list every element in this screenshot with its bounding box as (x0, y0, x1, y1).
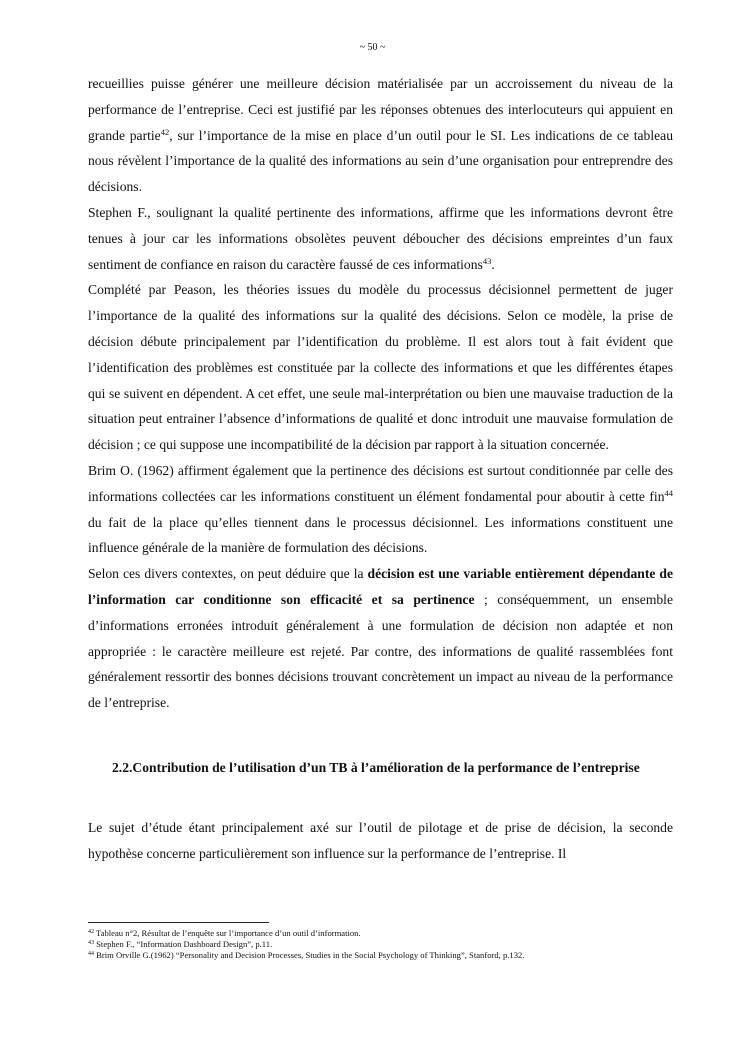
paragraph-3: Complété par Peason, les théories issues du modèle du processus décisionnel permettent de juger l’importance de la qualité des informations sur la qualité des décisions. Selon ce modèle, la prise de décision débute principalement par l’identification du problème. Il est alors tout à fait évident que l’identification des problèmes est constituée par la collecte des informations et que les différentes étapes qui se suivent en dépendent. A cet effet, une seule mal-interprétation ou bien une mauvaise traduction de la situation peut entrainer l’absence d’informations de qualité et donc introduit une mauvaise formulation de décision ; ce qui suppose une incompatibilité de la décision par rapport à la situation concernée. (88, 282, 673, 453)
footnote-text: Brim Orville G.(1962) “Personality and Decision Processes, Studies in the Social Psychology of Thinking”, Stanford, p.132. (94, 949, 525, 960)
footnote-number: 42 (88, 929, 94, 935)
paragraph-2-text-b: . (491, 256, 495, 272)
paragraph-5-text-a: Selon ces divers contextes, on peut déduire que la (88, 566, 368, 582)
paragraph-1-text-b: , sur l’importance de la mise en place d’un outil pour le SI. Les indications de ce tableau nous révèlent l’importance de la qualité des informations au sein d’une organisation pour entreprendre des décisions. (88, 127, 673, 195)
footnote-separator (88, 922, 269, 923)
paragraph-1-text-a: recueillies puisse générer une meilleure décision matérialisée par un accroissement du niveau de la performance de l’entreprise. Ceci est justifié par les réponses obtenues des interlocuteurs qui appuient en grande partie (88, 76, 673, 143)
paragraph-2-text-a: Stephen F., soulignant la qualité pertinente des informations, affirme que les informations devront être tenues à jour car les informations obsolètes peuvent déboucher des décisions empreintes d’un faux sentiment de confiance en raison du caractère faussé de ces informations (88, 204, 673, 272)
footnote-ref-42[interactable]: 42 (160, 126, 170, 137)
footnote-text: Tableau n°2, Résultat de l’enquête sur l’importance d’un outil d’information. (94, 928, 361, 938)
footnote-42 (88, 928, 688, 939)
footnotes (88, 928, 688, 960)
section-title: Contribution de l’utilisation d’un TB à l’amélioration de la performance de l’entreprise (132, 760, 640, 775)
section-heading (112, 755, 673, 781)
paragraph-4 (88, 458, 673, 561)
paragraph-5 (88, 561, 673, 716)
footnote-number: 44 (88, 950, 94, 957)
footnote-ref-44[interactable]: 44 (664, 487, 673, 498)
footnote-number: 43 (88, 939, 94, 946)
footnote-text: Stephen F., “Information Dashboard Design”, p.11. (94, 938, 273, 949)
text-after-heading (88, 815, 673, 867)
paragraph-4-text-b: du fait de la place qu’elles tiennent dans le processus décisionnel. Les informations constituent une influence générale de la manière de formulation des décisions. (88, 514, 673, 556)
paragraph-4-text-a: Brim O. (1962) affirment également que la pertinence des décisions est surtout conditionnée par celle des informations collectées car les informations constituent un élément fondamental pour aboutir à cette fin (88, 462, 673, 504)
section-number: 2.2. (112, 760, 133, 775)
paragraph-5-bold: décision est une variable entièrement dépendante de l’information car conditionne son efficacité et sa pertinence (88, 566, 674, 607)
footnote-ref-43[interactable]: 43 (482, 255, 492, 266)
main-text (88, 71, 673, 716)
footnote-44 (88, 950, 688, 961)
paragraph-2 (88, 200, 673, 277)
paragraph-1 (88, 71, 673, 200)
paragraph-6: Le sujet d’étude étant principalement axé sur l’outil de pilotage et de prise de décision, la seconde hypothèse concerne particulièrement son influence sur la performance de l’entreprise. Il (88, 820, 673, 861)
paragraph-5-text-b: ; conséquemment, un ensemble d’informations erronées introduit généralement à une formulation de décision non adaptée et non appropriée : le caractère meilleure est rejeté. Par contre, des informations de qualité rassemblées font généralement ressortir des bonnes décisions trouvant concrètement un impact au niveau de la performance de l’entreprise. (88, 591, 673, 711)
footnote-43 (88, 939, 688, 950)
page-number: ~ 50 ~ (359, 42, 386, 53)
